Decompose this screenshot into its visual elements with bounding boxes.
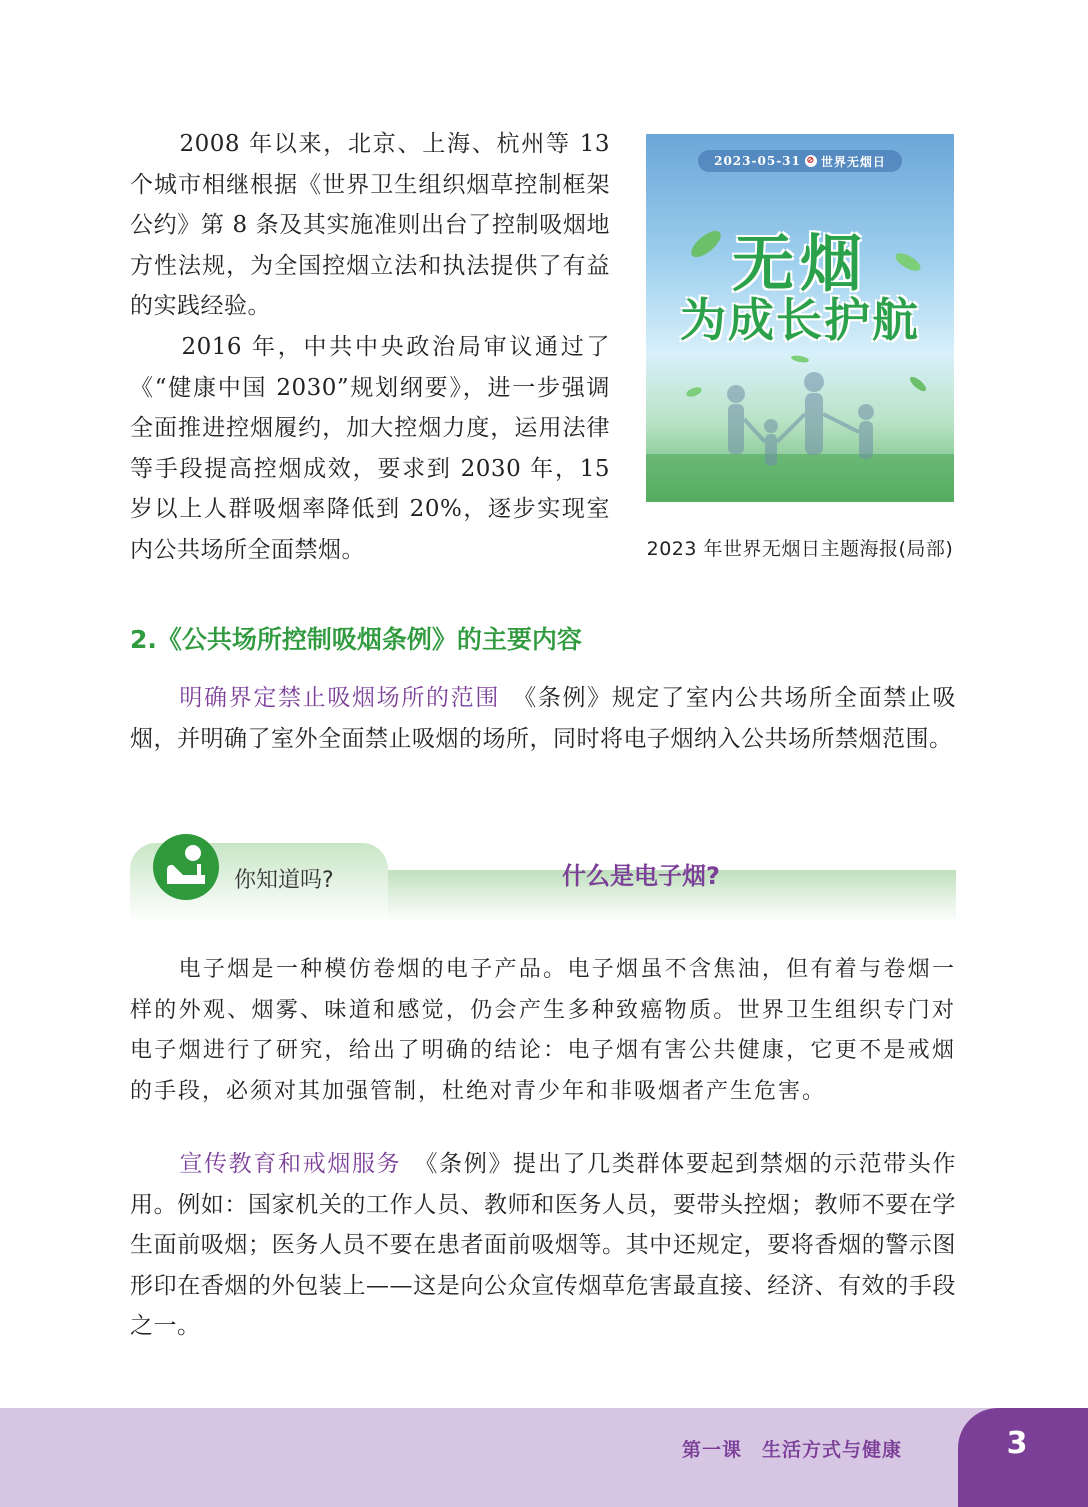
did-you-know-label: 你知道吗? — [234, 868, 334, 893]
poster-title-line-1: 无烟 — [731, 227, 868, 300]
family-silhouette-icon — [706, 364, 906, 502]
intro-paragraph-1: 2008 年以来，北京、上海、杭州等 13 个城市相继根据《世界卫生组织烟草控制框架公约》第 8 条及其实施准则出台了控制吸烟地方性法规，为全国控烟立法和执法提供了有益的实践经验。 — [130, 131, 611, 319]
did-you-know-title: 什么是电子烟? — [562, 862, 720, 890]
reader-person-icon — [153, 834, 219, 900]
poster-date: 2023-05-31 — [714, 154, 801, 168]
did-you-know-banner — [130, 843, 956, 923]
intro-paragraph-2: 2016 年，中共中央政治局审议通过了《“健康中国 2030”规划纲要》，进一步强调全面推进控烟履约，加大控烟力度，运用法律等手段提高控烟成效，要求到 2030 年，15 岁以上人群吸烟率降低到 20%，逐步实现室内公共场所全面禁烟。 — [130, 334, 610, 563]
scope-paragraph — [130, 678, 956, 759]
e-cigarette-text: 电子烟是一种模仿卷烟的电子产品。电子烟虽不含焦油，但有着与卷烟一样的外观、烟雾、味道和感觉，仍会产生多种致癌物质。世界卫生组织专门对电子烟进行了研究，给出了明确的结论：电子烟有害公共健康，它更不是戒烟的手段，必须对其加强管制，杜绝对青少年和非吸烟者产生危害。 — [130, 957, 956, 1104]
chapter-title: 第一课 生活方式与健康 — [682, 1439, 903, 1461]
poster-top-label: 世界无烟日 — [820, 154, 886, 169]
poster-caption: 2023 年世界无烟日主题海报(局部) — [646, 538, 954, 560]
scope-text: 《条例》规定了室内公共场所全面禁止吸烟，并明确了室外全面禁止吸烟的场所，同时将电子烟纳入公共场所禁烟范围。 — [130, 685, 957, 752]
poster-title-line-2: 为成长护航 — [680, 293, 920, 347]
e-cigarette-paragraph — [130, 950, 956, 1112]
page-number: 3 — [1006, 1426, 1028, 1461]
page-number-tab — [958, 1408, 1088, 1507]
page-footer — [0, 1408, 1088, 1507]
scope-keyword: 明确界定禁止吸烟场所的范围 — [179, 685, 501, 711]
education-keyword: 宣传教育和戒烟服务 — [179, 1151, 402, 1177]
section-heading: 2.《公共场所控制吸烟条例》的主要内容 — [130, 625, 582, 654]
world-no-tobacco-day-poster — [646, 134, 954, 502]
no-smoking-icon: ⊘ — [806, 155, 816, 166]
education-text: 《条例》提出了几类群体要起到禁烟的示范带头作用。例如：国家机关的工作人员、教师和医务人员，要带头控烟；教师不要在学生面前吸烟；医务人员不要在患者面前吸烟等。其中还规定，要将香烟的警示图形印在香烟的外包装上——这是向公众宣传烟草危害最直接、经济、有效的手段之一。 — [130, 1151, 957, 1339]
education-paragraph — [130, 1144, 956, 1347]
